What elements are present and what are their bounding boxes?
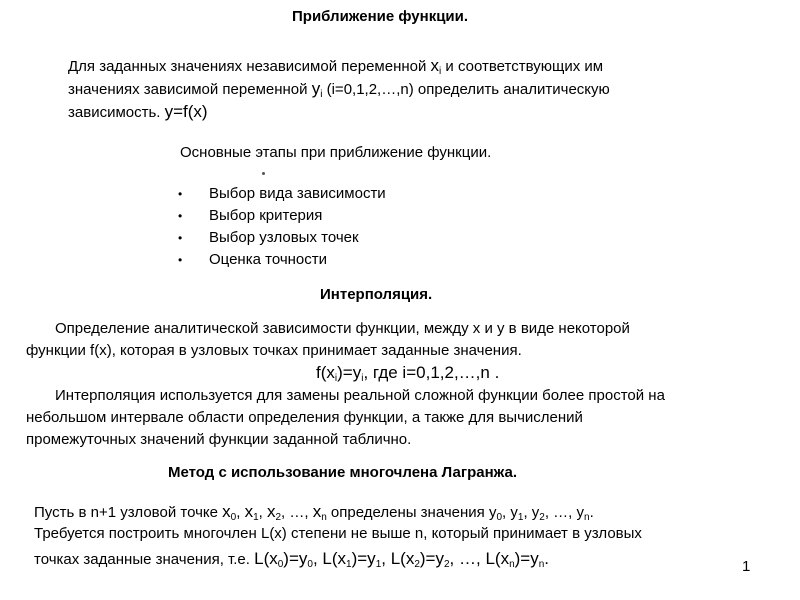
- list-item: • Оценка точности: [176, 249, 386, 271]
- list-item: • Выбор вида зависимости: [176, 183, 386, 205]
- page-number: 1: [742, 558, 751, 575]
- stages-heading: Основные этапы при приближение функции.: [180, 144, 492, 161]
- page-title: Приближение функции.: [292, 8, 469, 25]
- decorative-dot: [262, 172, 265, 175]
- formula-yfx: y=f(x): [164, 102, 208, 121]
- stages-list: [176, 183, 386, 271]
- interpolation-title: Интерполяция.: [320, 286, 433, 303]
- interpolation-def-line-1: Определение аналитической зависимости функции, между x и y в виде некоторой: [55, 320, 630, 337]
- list-item: • Выбор критерия: [176, 205, 386, 227]
- intro-paragraph: [68, 55, 610, 124]
- interpolation-def-line-2: функции f(x), которая в узловых точках принимает заданные значения.: [26, 342, 522, 359]
- interpolation-use-line-1: Интерполяция используется для замены реальной сложной функции более простой на: [55, 387, 665, 404]
- intro-line-3: зависимость. y=f(x): [68, 102, 208, 121]
- interpolation-formula: $f(x_i)=y_i$, где i=0,1,2,…,n .: [316, 363, 500, 384]
- lagrange-title: Метод с использование многочлена Лагранжа.: [168, 464, 518, 481]
- intro-line-2: значениях зависимой переменной $y_i$ (i=0,1,2,…,n) определить аналитическую: [68, 79, 610, 100]
- intro-line-1: Для заданных значениях независимой переменной $x_i$ и соответствующих им: [68, 56, 604, 77]
- interpolation-use-line-3: промежуточных значений функции заданной таблично.: [26, 431, 412, 448]
- lagrange-line-3: точках заданные значения, т.е. $L(x_0)=y_0$, $L(x_1)=y_1$, $L(x_2)=y_2$, …, $L(x_n)=y_n$.: [34, 549, 550, 570]
- interpolation-use-line-2: небольшом интервале области определения функции, а также для вычислений: [26, 409, 583, 426]
- lagrange-line-1: Пусть в n+1 узловой точке $x_0$, $x_1$, $x_2$, …, $x_n$ определены значения $y_0$, $y_1$, $y_2$, …, $y_n$.: [34, 502, 594, 523]
- lagrange-line-2: Требуется построить многочлен L(x) степени не выше n, который принимает в узловых: [34, 525, 642, 542]
- list-item: • Выбор узловых точек: [176, 227, 386, 249]
